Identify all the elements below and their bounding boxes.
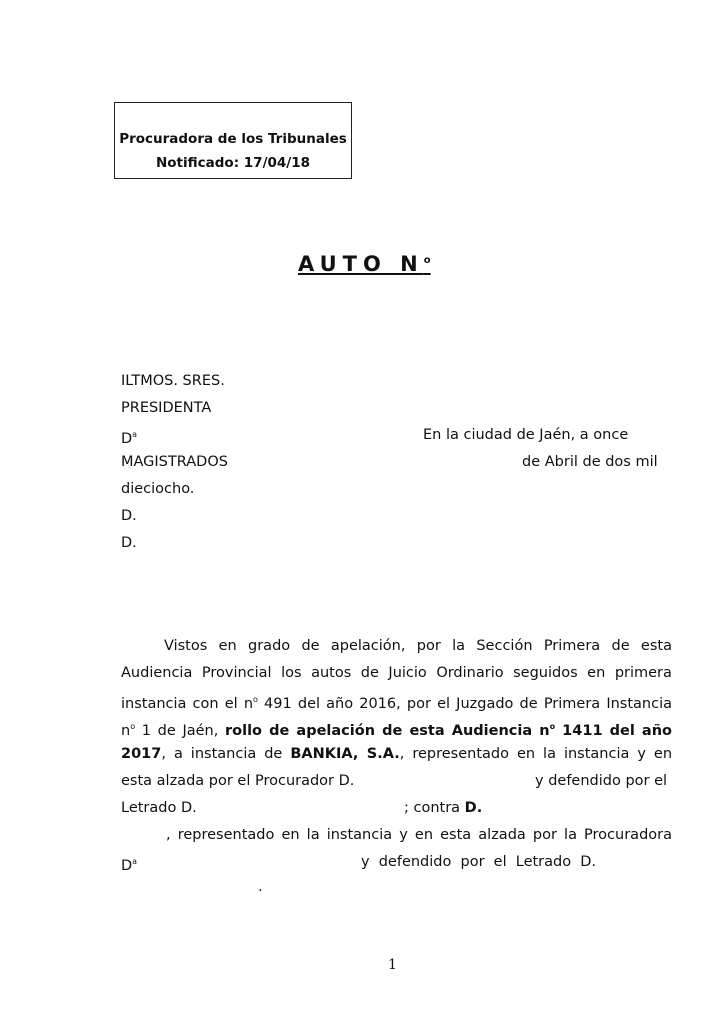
body-line-2-word: los: [281, 665, 302, 681]
body-line-7-bold: D.: [464, 800, 483, 816]
body-line-4-a: n: [121, 722, 131, 739]
header-left-line-7: D.: [121, 535, 137, 551]
header-left-line-4: MAGISTRADOS: [121, 454, 228, 470]
body-line-9-a: [121, 853, 137, 875]
body-line-4: [121, 718, 672, 740]
body-line-7-contra: ; contra: [404, 800, 465, 816]
body-line-1-word: Primera: [543, 638, 601, 654]
body-line-9-sup: a: [132, 857, 138, 866]
body-line-5-b: , representado en la instancia y en: [399, 746, 673, 762]
body-line-3: [121, 691, 672, 713]
header-right-line-1: En la ciudad de Jaén, a once: [423, 427, 629, 443]
header-left-line-1: ILTMOS. SRES.: [121, 373, 225, 389]
title-text: AUTO N: [298, 252, 424, 276]
body-line-9-text: D: [121, 857, 133, 874]
title-superscript: o: [423, 255, 431, 266]
body-line-2: [121, 664, 672, 682]
body-line-2-word: Juicio: [388, 665, 427, 681]
body-line-1-word: Sección: [476, 638, 533, 654]
body-line-3-b: 491 del año 2016, por el Juzgado de Primera Instancia: [257, 695, 672, 712]
stamp-title: Procuradora de los Tribunales: [119, 131, 347, 147]
header-left-line-3: [121, 426, 137, 448]
body-line-3-sup: o: [253, 695, 258, 704]
document-title: [298, 252, 431, 276]
header-left-line-3-text: D: [121, 430, 133, 447]
body-line-1-word: por: [416, 638, 441, 654]
body-line-8: , representado en la instancia y en esta alzada por la Procuradora: [166, 827, 672, 843]
body-line-6-a: esta alzada por el Procurador D.: [121, 773, 355, 789]
body-line-4-b: 1 de Jaén,: [135, 722, 225, 739]
body-line-4-sup: o: [130, 722, 136, 731]
header-right-line-2: de Abril de dos mil: [522, 454, 658, 470]
body-line-5-bold1: 2017: [121, 746, 162, 762]
body-line-2-word: autos: [311, 665, 352, 681]
body-line-2-word: Provincial: [201, 665, 272, 681]
body-line-5-a: , a instancia de: [161, 746, 291, 762]
body-line-4-bold-sup: o: [549, 722, 556, 731]
body-line-3-a: instancia con el n: [121, 695, 254, 712]
body-line-7-b: [404, 799, 482, 817]
body-line-2-word: de: [360, 665, 379, 681]
body-line-1-word: grado: [248, 638, 291, 654]
body-line-1-word: de: [611, 638, 630, 654]
body-line-9-b: y defendido por el Letrado D.: [361, 854, 596, 870]
body-line-6-b: y defendido por el: [535, 773, 668, 789]
body-line-2-word: en: [587, 665, 606, 681]
body-line-2-word: Ordinario: [436, 665, 504, 681]
body-line-4-bold2: 1411 del año: [555, 722, 672, 739]
header-left-line-5: dieciocho.: [121, 481, 195, 497]
body-line-1: [164, 637, 672, 655]
body-line-2-word: primera: [614, 665, 672, 681]
body-line-2-word: Audiencia: [121, 665, 193, 681]
notification-stamp: [114, 102, 352, 179]
header-left-line-6: D.: [121, 508, 137, 524]
body-line-1-word: apelación,: [330, 638, 406, 654]
body-line-1-word: en: [218, 638, 237, 654]
stamp-notified-date: Notificado: 17/04/18: [155, 155, 311, 171]
body-line-4-bold: rollo de apelación de esta Audiencia n: [225, 722, 550, 739]
body-line-1-word: la: [452, 638, 466, 654]
body-line-5: [121, 745, 672, 763]
body-line-1-word: Vistos: [164, 638, 208, 654]
body-line-7-a: Letrado D.: [121, 800, 197, 816]
body-line-2-word: seguidos: [513, 665, 578, 681]
body-line-1-word: esta: [640, 638, 672, 654]
body-line-5-bold2: BANKIA, S.A.: [290, 746, 400, 762]
header-left-line-2: PRESIDENTA: [121, 400, 212, 416]
body-line-10: .: [258, 879, 263, 895]
body-line-1-word: de: [301, 638, 320, 654]
page-number: 1: [388, 957, 397, 973]
header-left-line-3-sup: a: [132, 430, 138, 439]
